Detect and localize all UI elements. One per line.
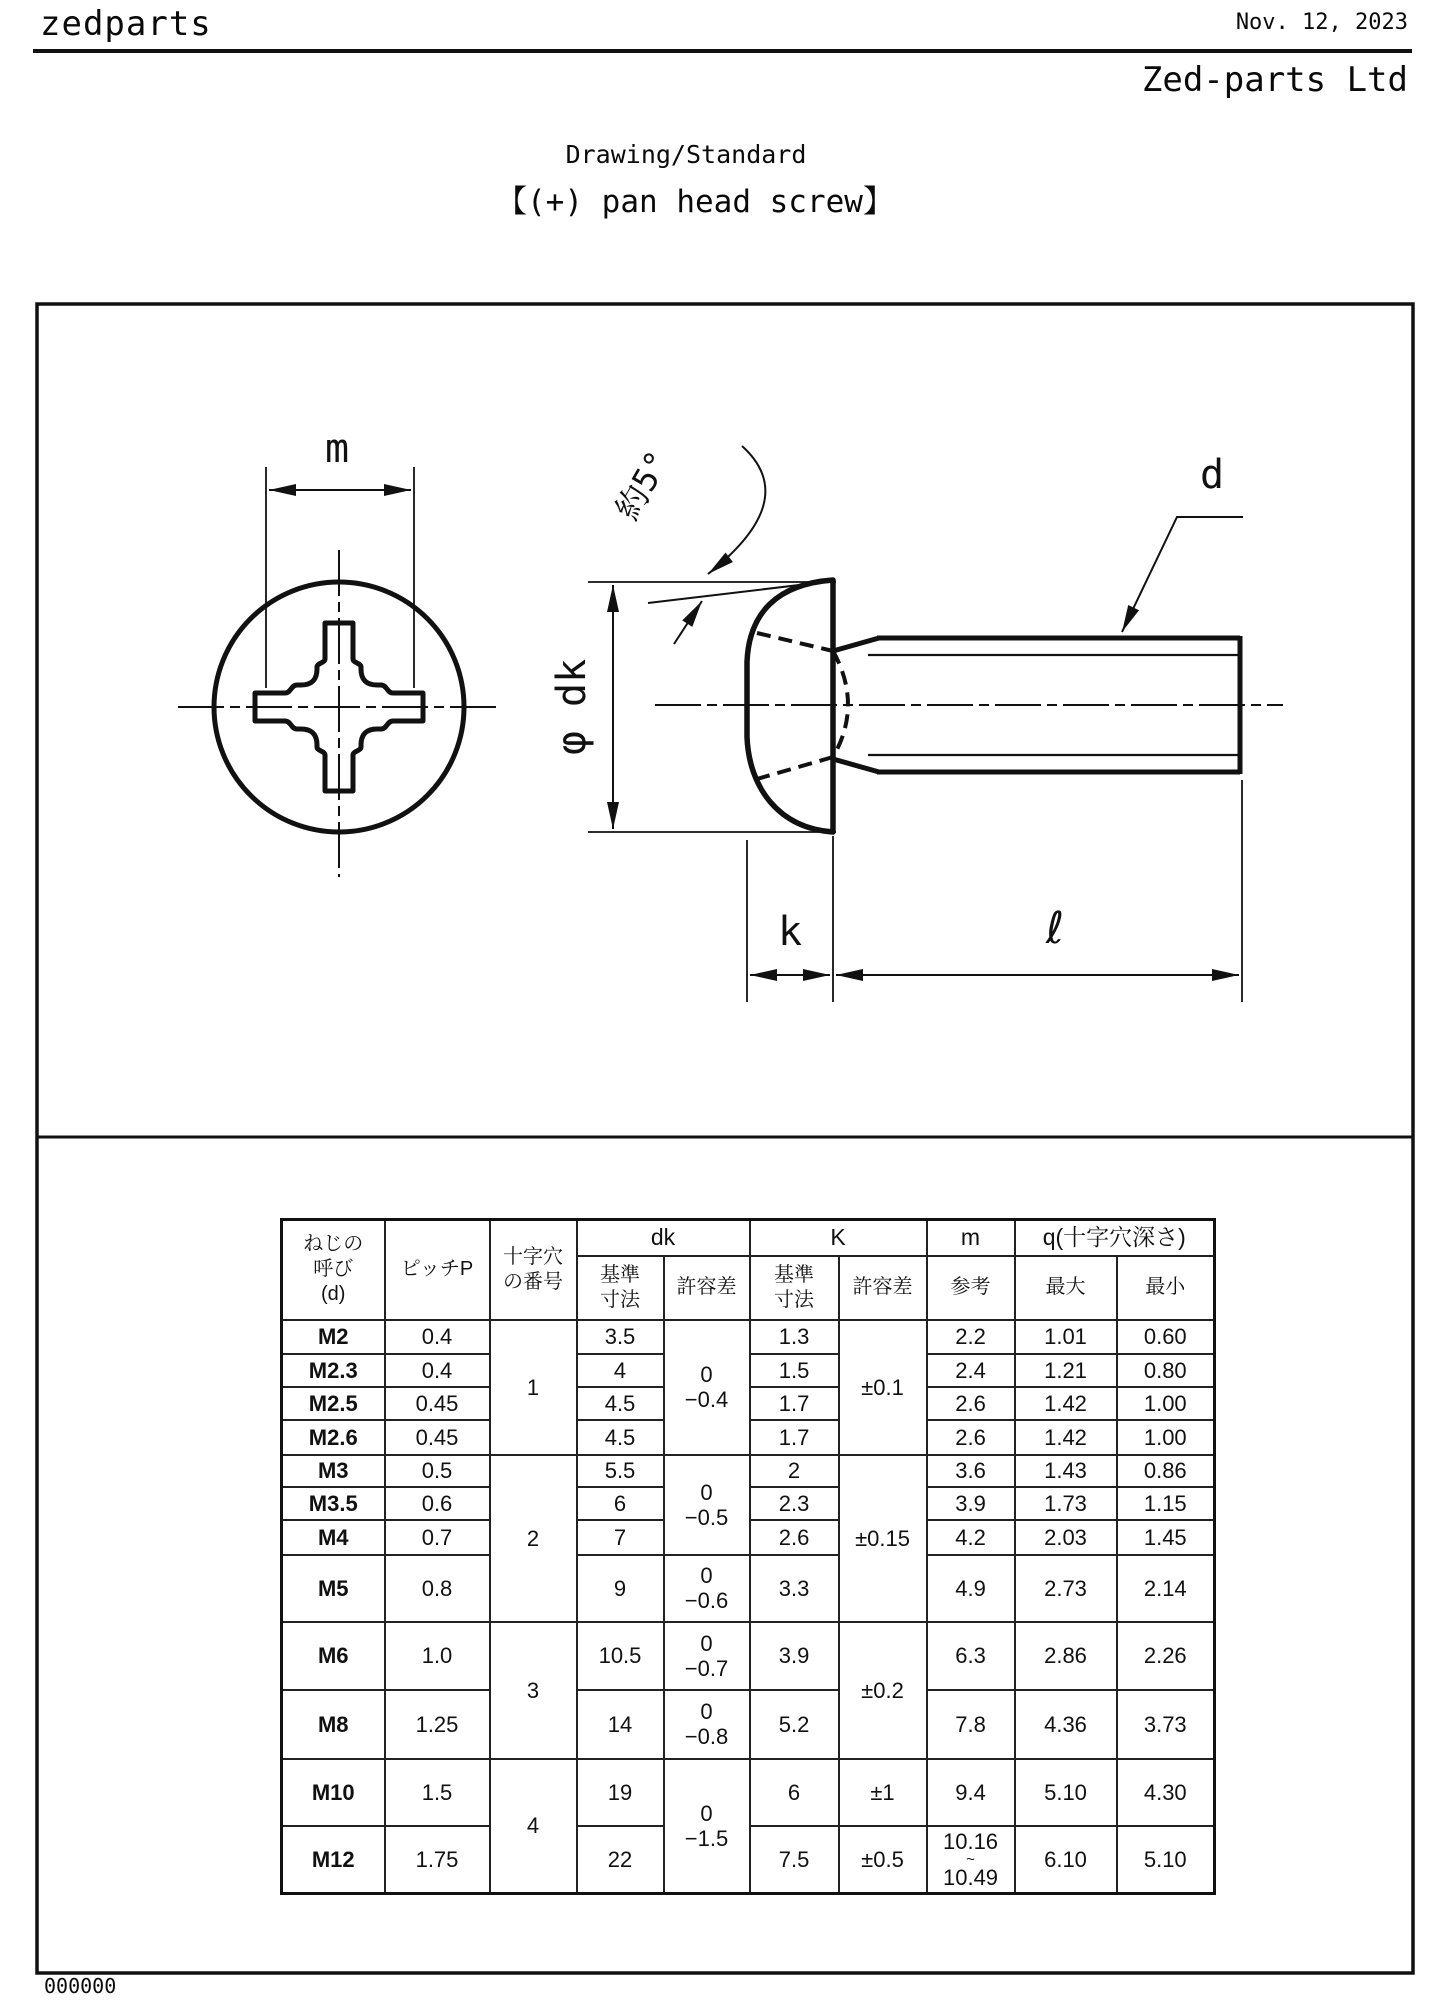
m-label: m [324, 426, 350, 472]
spec-cell: 1.25 [385, 1690, 490, 1759]
spec-cell: 0 −0.7 [664, 1622, 750, 1690]
spec-cell: 10.16 ~ 10.49 [927, 1826, 1015, 1894]
spec-cell: ±0.15 [839, 1455, 927, 1622]
table-row [282, 1690, 1215, 1759]
spec-cell: 2.4 [927, 1354, 1015, 1387]
spec-cell: 2.14 [1117, 1555, 1215, 1622]
spec-cell: 3.5 [577, 1320, 664, 1354]
spec-cell: 0 −0.6 [664, 1555, 750, 1622]
header-pitch: ピッチP [385, 1220, 490, 1320]
spec-cell: M5 [282, 1555, 385, 1622]
spec-cell: 0.4 [385, 1320, 490, 1354]
spec-cell: 5.10 [1015, 1759, 1117, 1826]
header-group-dk: dk [577, 1220, 750, 1256]
spec-cell: M12 [282, 1826, 385, 1894]
spec-cell: 2.6 [927, 1387, 1015, 1420]
length-label: ℓ [1045, 903, 1065, 954]
header-dk-tolerance: 許容差 [664, 1256, 750, 1320]
spec-cell: M2 [282, 1320, 385, 1354]
spec-cell: 3.6 [927, 1455, 1015, 1487]
side-view [549, 444, 1283, 1002]
spec-cell: 14 [577, 1690, 664, 1759]
date-label: Nov. 12, 2023 [1235, 10, 1408, 35]
header-group-q: q(十字穴深さ) [1015, 1220, 1215, 1256]
spec-cell: 3 [490, 1622, 577, 1759]
spec-cell: 4.2 [927, 1520, 1015, 1555]
spec-cell: 6 [577, 1487, 664, 1520]
spec-cell: 1.43 [1015, 1455, 1117, 1487]
spec-cell: 0.60 [1117, 1320, 1215, 1354]
spec-table [280, 1218, 1216, 1895]
spec-cell: 0.45 [385, 1387, 490, 1420]
spec-cell: M3 [282, 1455, 385, 1487]
spec-cell: 1.3 [750, 1320, 839, 1354]
spec-cell: 2.73 [1015, 1555, 1117, 1622]
spec-cell: 3.73 [1117, 1690, 1215, 1759]
top-view [178, 426, 502, 877]
spec-cell: 0.4 [385, 1354, 490, 1387]
header-thread-name: ねじの 呼び (d) [282, 1220, 385, 1320]
spec-cell: 7.5 [750, 1826, 839, 1894]
spec-cell: 0 −0.8 [664, 1690, 750, 1759]
header-q-min: 最小 [1117, 1256, 1215, 1320]
spec-cell: 2.3 [750, 1487, 839, 1520]
spec-cell: 4.5 [577, 1420, 664, 1455]
doc-subtitle: Drawing/Standard [565, 140, 807, 169]
spec-cell: 3.9 [750, 1622, 839, 1690]
spec-cell: 5.10 [1117, 1826, 1215, 1894]
spec-cell: M10 [282, 1759, 385, 1826]
vendor-logo: zedparts [40, 4, 212, 44]
angle-arrow-lower [674, 601, 702, 644]
spec-cell: 1.5 [385, 1759, 490, 1826]
spec-cell: 0.7 [385, 1520, 490, 1555]
spec-cell: 0 −0.5 [664, 1455, 750, 1555]
d-label: d [1199, 452, 1225, 498]
table-row [282, 1622, 1215, 1690]
spec-cell: 5.5 [577, 1455, 664, 1487]
spec-cell: 9.4 [927, 1759, 1015, 1826]
spec-cell: 4 [577, 1354, 664, 1387]
header-m-reference: 参考 [927, 1256, 1015, 1320]
spec-cell: M6 [282, 1622, 385, 1690]
spec-cell: 22 [577, 1826, 664, 1894]
spec-cell: 0 −0.4 [664, 1320, 750, 1455]
recess-hidden-line-bottom [757, 757, 833, 779]
header-row-groups [282, 1220, 1215, 1256]
recess-hidden-line-top [757, 633, 833, 651]
spec-cell: ±0.2 [839, 1622, 927, 1759]
spec-cell: 3.9 [927, 1487, 1015, 1520]
spec-cell: 7.8 [927, 1690, 1015, 1759]
table-row [282, 1455, 1215, 1487]
k-label: k [777, 909, 803, 955]
spec-cell: 1.00 [1117, 1387, 1215, 1420]
spec-cell: 2 [490, 1455, 577, 1622]
neck-chamfer-top [833, 638, 879, 651]
spec-cell: ±0.1 [839, 1320, 927, 1455]
spec-cell: M2.6 [282, 1420, 385, 1455]
spec-cell: 6 [750, 1759, 839, 1826]
spec-cell: 2.26 [1117, 1622, 1215, 1690]
spec-cell: 0.5 [385, 1455, 490, 1487]
spec-cell: ±1 [839, 1759, 927, 1826]
spec-cell: 6.3 [927, 1622, 1015, 1690]
header-k-tolerance: 許容差 [839, 1256, 927, 1320]
spec-cell: 2.86 [1015, 1622, 1117, 1690]
spec-cell: 1.15 [1117, 1487, 1215, 1520]
spec-cell: 2 [750, 1455, 839, 1487]
spec-cell: 1.01 [1015, 1320, 1117, 1354]
spec-cell: 2.6 [927, 1420, 1015, 1455]
spec-cell: 10.5 [577, 1622, 664, 1690]
spec-cell: 6.10 [1015, 1826, 1117, 1894]
spec-cell: 4.5 [577, 1387, 664, 1420]
header-q-max: 最大 [1015, 1256, 1117, 1320]
spec-cell: 1.42 [1015, 1420, 1117, 1455]
spec-cell: 1.7 [750, 1420, 839, 1455]
spec-cell: 1.45 [1117, 1520, 1215, 1555]
spec-cell: 2.2 [927, 1320, 1015, 1354]
d-leader [1122, 517, 1243, 632]
spec-cell: 0.86 [1117, 1455, 1215, 1487]
spec-cell: ±0.5 [839, 1826, 927, 1894]
spec-cell: 0.8 [385, 1555, 490, 1622]
spec-cell: M4 [282, 1520, 385, 1555]
table-row [282, 1555, 1215, 1622]
table-row [282, 1759, 1215, 1826]
spec-cell: 7 [577, 1520, 664, 1555]
spec-cell: 1.00 [1117, 1420, 1215, 1455]
spec-cell: 19 [577, 1759, 664, 1826]
spec-cell: M8 [282, 1690, 385, 1759]
spec-cell: 1.75 [385, 1826, 490, 1894]
spec-cell: 3.3 [750, 1555, 839, 1622]
spec-cell: 4.36 [1015, 1690, 1117, 1759]
spec-cell: 4 [490, 1759, 577, 1894]
spec-cell: 2.03 [1015, 1520, 1117, 1555]
spec-cell: 4.9 [927, 1555, 1015, 1622]
header-k-basic: 基準 寸法 [750, 1256, 839, 1320]
spec-cell: 1.0 [385, 1622, 490, 1690]
spec-cell: 1.5 [750, 1354, 839, 1387]
neck-chamfer-bottom [833, 759, 879, 772]
spec-cell: 5.2 [750, 1690, 839, 1759]
angle-leader-arc [708, 446, 765, 574]
spec-cell: 0.45 [385, 1420, 490, 1455]
angle-label: 約5° [607, 443, 678, 527]
spec-cell: 0.6 [385, 1487, 490, 1520]
spec-cell: M2.5 [282, 1387, 385, 1420]
spec-cell: 0 −1.5 [664, 1759, 750, 1894]
spec-cell: 4.30 [1117, 1759, 1215, 1826]
dk-label: φ dk [549, 658, 595, 756]
spec-cell: 0.80 [1117, 1354, 1215, 1387]
header-group-k: K [750, 1220, 927, 1256]
spec-cell: 1.21 [1015, 1354, 1117, 1387]
spec-cell: M3.5 [282, 1487, 385, 1520]
doc-title: 【(+) pan head screw】 [496, 184, 894, 220]
header-dk-basic: 基準 寸法 [577, 1256, 664, 1320]
spec-cell: 1.42 [1015, 1387, 1117, 1420]
header-group-m: m [927, 1220, 1015, 1256]
spec-cell: 1 [490, 1320, 577, 1455]
header-recess-number: 十字穴 の番号 [490, 1220, 577, 1320]
spec-cell: 1.7 [750, 1387, 839, 1420]
spec-cell: 1.73 [1015, 1487, 1117, 1520]
spec-cell: M2.3 [282, 1354, 385, 1387]
company-name: Zed-parts Ltd [1141, 60, 1408, 100]
table-row [282, 1320, 1215, 1354]
doc-number: 000000 [44, 1974, 117, 1998]
spec-cell: 2.6 [750, 1520, 839, 1555]
spec-cell: 9 [577, 1555, 664, 1622]
